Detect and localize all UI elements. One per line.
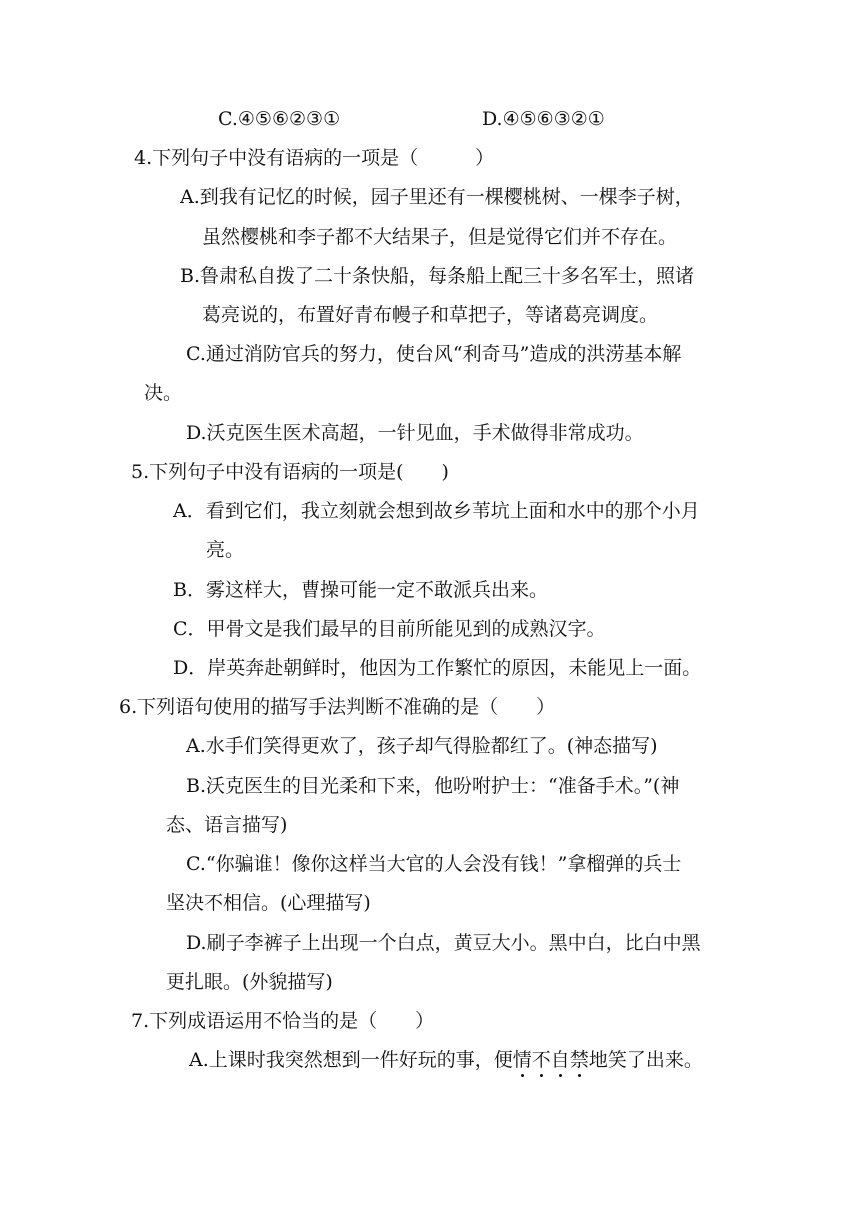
q6-option-c-line1: C.“你骗谁！像你这样当大官的人会没有钱！”拿榴弹的兵士 bbox=[186, 853, 682, 875]
q4-option-a-line1: A.到我有记忆的时候，园子里还有一棵樱桃树、一棵李子树， bbox=[180, 186, 694, 208]
q7-stem: 7.下列成语运用不恰当的是（ ） bbox=[131, 1010, 435, 1032]
q4-option-b-line2: 葛亮说的，布置好青布幔子和草把子，等诸葛亮调度。 bbox=[202, 304, 659, 326]
q4-option-d-line1: D.沃克医生医术高超，一针见血，手术做得非常成功。 bbox=[186, 422, 644, 444]
q6-option-d-line2: 更扎眼。(外貌描写) bbox=[166, 971, 333, 993]
q7-option-a bbox=[189, 1048, 703, 1072]
q7-option-a-before: A.上课时我突然想到一件好玩的事，便 bbox=[189, 1049, 513, 1071]
q7-option-a-after: 地笑了出来。 bbox=[588, 1049, 703, 1071]
emphasized-char: 不 bbox=[531, 1049, 551, 1071]
q5-option-a-line1: A．看到它们，我立刻就会想到故乡苇坑上面和水中的那个小月 bbox=[173, 500, 700, 522]
q5-option-d: D．岸英奔赴朝鲜时，他因为工作繁忙的原因，未能见上一面。 bbox=[173, 657, 702, 679]
q4-stem: 4.下列句子中没有语病的一项是（ ） bbox=[134, 147, 495, 169]
emphasized-char: 禁 bbox=[569, 1049, 589, 1071]
q6-option-a: A.水手们笑得更欢了，孩子却气得脸都红了。(神态描写) bbox=[186, 735, 658, 757]
q3-option-c: C.④⑤⑥②③① bbox=[218, 108, 341, 130]
q4-option-c-line1: C.通过消防官兵的努力，使台风“利奇马”造成的洪涝基本解 bbox=[186, 343, 682, 365]
q6-option-c-line2: 坚决不相信。(心理描写) bbox=[166, 892, 371, 914]
q6-stem: 6.下列语句使用的描写手法判断不准确的是（ ） bbox=[119, 696, 556, 718]
q6-option-b-line1: B.沃克医生的目光柔和下来，他吩咐护士：“准备手术。”(神 bbox=[186, 775, 680, 797]
emphasized-char: 自 bbox=[550, 1049, 570, 1071]
q5-option-c: C．甲骨文是我们最早的目前所能见到的成熟汉字。 bbox=[173, 618, 606, 640]
q5-stem: 5.下列句子中没有语病的一项是( ) bbox=[131, 461, 449, 483]
q4-option-b-line1: B.鲁肃私自拨了二十条快船，每条船上配三十多名军士，照诸 bbox=[180, 265, 695, 287]
q6-option-b-line2: 态、语言描写) bbox=[166, 814, 288, 836]
q4-option-a-line2: 虽然樱桃和李子都不大结果子，但是觉得它们并不存在。 bbox=[202, 226, 678, 248]
q5-option-b: B．雾这样大，曹操可能一定不敢派兵出来。 bbox=[173, 579, 548, 601]
q3-option-d: D.④⑤⑥③②① bbox=[482, 108, 605, 130]
q4-option-c-line2: 决。 bbox=[144, 382, 183, 404]
q6-option-d-line1: D.刷子李裤子上出现一个白点，黄豆大小。黑中白，比白中黑 bbox=[186, 932, 701, 954]
q5-option-a-line2: 亮。 bbox=[206, 539, 245, 561]
emphasized-char: 情 bbox=[512, 1049, 532, 1071]
